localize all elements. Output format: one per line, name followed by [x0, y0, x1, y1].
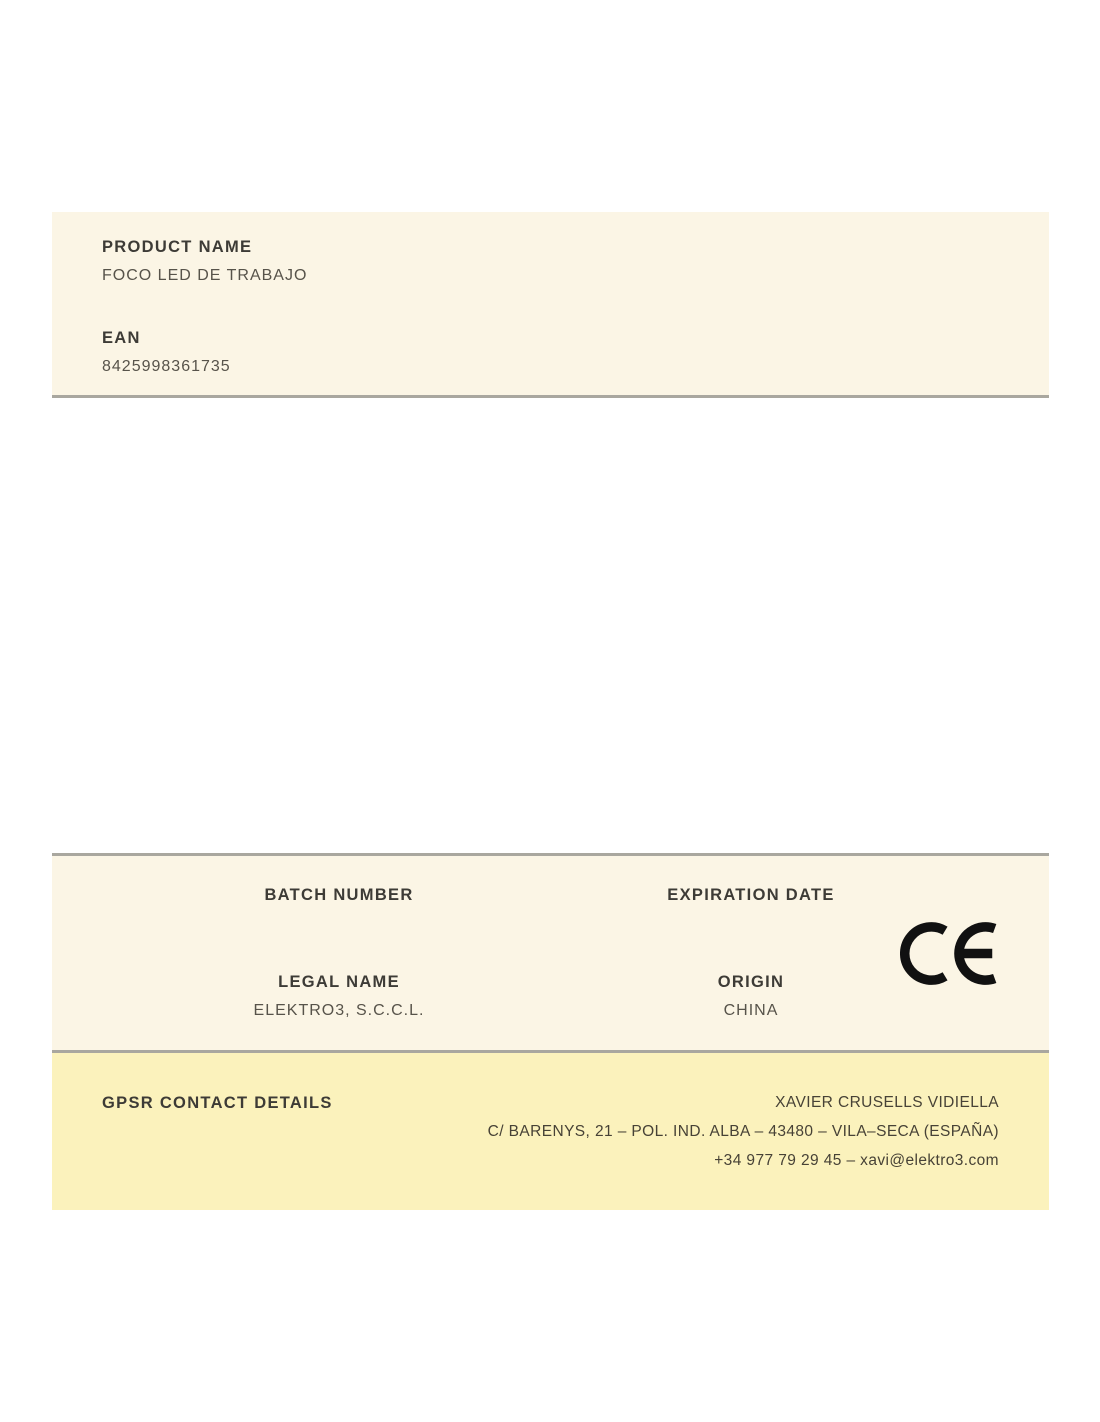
ce-mark-icon [900, 922, 997, 985]
gpsr-contact-block [488, 1088, 999, 1175]
product-panel [52, 212, 1049, 398]
ean-field [102, 329, 999, 376]
contact-name: XAVIER CRUSELLS VIDIELLA [775, 1094, 999, 1111]
product-name-label: PRODUCT NAME [102, 238, 253, 256]
contact-phone-email: +34 977 79 29 45 – xavi@elektro3.com [714, 1152, 999, 1169]
legal-name-field [102, 973, 576, 1020]
gpsr-panel [52, 1053, 1049, 1210]
details-left-column [102, 856, 576, 1050]
expiration-date-value [576, 914, 926, 933]
ean-value: 8425998361735 [102, 358, 231, 375]
origin-value: CHINA [723, 1002, 779, 1019]
expiration-date-field [576, 886, 926, 933]
details-right-column [576, 856, 926, 1050]
gpsr-contact-details-label: GPSR CONTACT DETAILS [102, 1094, 333, 1112]
details-panel [52, 853, 1049, 1053]
product-name-field [102, 238, 999, 285]
origin-field [576, 973, 926, 1020]
origin-label: ORIGIN [717, 973, 785, 991]
contact-address: C/ BARENYS, 21 – POL. IND. ALBA – 43480 – VILA–SECA (ESPAÑA) [487, 1123, 999, 1140]
ean-label: EAN [102, 329, 141, 347]
legal-name-label: LEGAL NAME [278, 973, 400, 991]
batch-number-label: BATCH NUMBER [264, 886, 414, 904]
expiration-date-label: EXPIRATION DATE [667, 886, 835, 904]
product-name-value: FOCO LED DE TRABAJO [102, 267, 308, 284]
batch-number-value [102, 914, 576, 933]
legal-name-value: ELEKTRO3, S.C.C.L. [253, 1002, 425, 1019]
batch-number-field [102, 886, 576, 933]
